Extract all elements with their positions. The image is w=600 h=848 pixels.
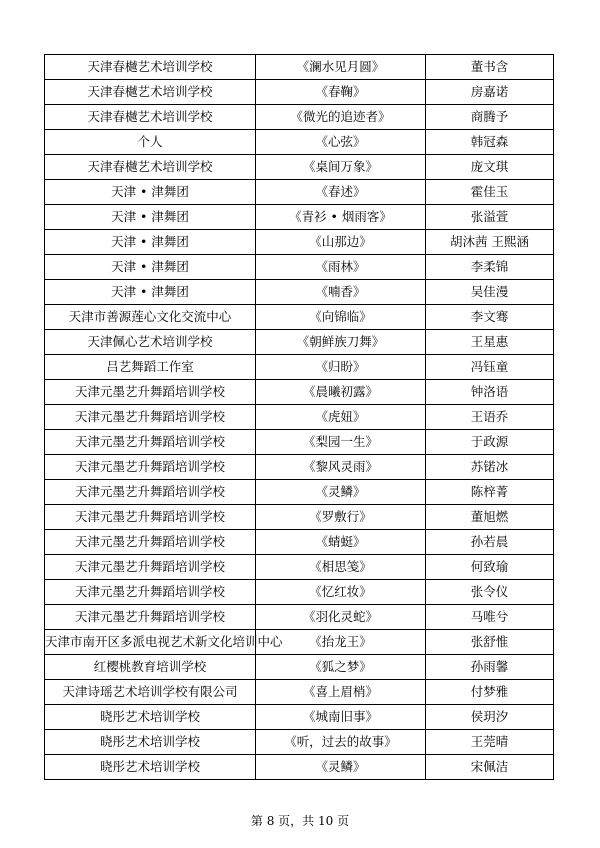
- table-row: [45, 630, 554, 655]
- table-row: [45, 105, 554, 130]
- organization-cell: 天津元墨艺升舞蹈培训学校: [45, 430, 256, 455]
- performer-name-cell: 霍佳玉: [426, 180, 554, 205]
- performer-name-cell: 王莞晴: [426, 730, 554, 755]
- performer-name-cell: 董旭燃: [426, 505, 554, 530]
- work-title-cell: 《羽化灵蛇》: [256, 605, 426, 630]
- performer-name-cell: 张溢萱: [426, 205, 554, 230]
- organization-cell: 天津元墨艺升舞蹈培训学校: [45, 605, 256, 630]
- work-title-cell: 《微光的追迹者》: [256, 105, 426, 130]
- work-title-cell: 《灵鳞》: [256, 480, 426, 505]
- table-row: [45, 430, 554, 455]
- performer-name-cell: 韩冠森: [426, 130, 554, 155]
- work-title-cell: 《澜水见月圆》: [256, 55, 426, 80]
- performer-name-cell: 钟洛语: [426, 380, 554, 405]
- performer-name-cell: 侯玥汐: [426, 705, 554, 730]
- performer-name-cell: 宋佩洁: [426, 755, 554, 780]
- work-title-cell: 《相思笺》: [256, 555, 426, 580]
- table-row: [45, 205, 554, 230]
- table-row: [45, 80, 554, 105]
- work-title-cell: 《青衫 • 烟雨客》: [256, 205, 426, 230]
- table-row: [45, 555, 554, 580]
- performer-name-cell: 王星惠: [426, 330, 554, 355]
- organization-cell: 晓彤艺术培训学校: [45, 755, 256, 780]
- organization-cell: 天津元墨艺升舞蹈培训学校: [45, 455, 256, 480]
- organization-cell: 天津市善源莲心文化交流中心: [45, 305, 256, 330]
- organization-cell: 天津 • 津舞团: [45, 255, 256, 280]
- organization-cell: 天津元墨艺升舞蹈培训学校: [45, 580, 256, 605]
- organization-cell: 吕艺舞蹈工作室: [45, 355, 256, 380]
- table-row: [45, 705, 554, 730]
- roster-table-body: [45, 55, 554, 780]
- organization-cell: 晓彤艺术培训学校: [45, 730, 256, 755]
- work-title-cell: 《狐之梦》: [256, 655, 426, 680]
- table-row: [45, 455, 554, 480]
- table-row: [45, 355, 554, 380]
- roster-table: [44, 54, 554, 780]
- performer-name-cell: 李文骞: [426, 305, 554, 330]
- table-row: [45, 605, 554, 630]
- work-title-cell: 《喜上眉梢》: [256, 680, 426, 705]
- work-title-cell: 《桌间万象》: [256, 155, 426, 180]
- work-title-cell: 《春鞠》: [256, 80, 426, 105]
- organization-cell: 红樱桃教育培训学校: [45, 655, 256, 680]
- organization-cell: 晓彤艺术培训学校: [45, 705, 256, 730]
- work-title-cell: 《听，过去的故事》: [256, 730, 426, 755]
- performer-name-cell: 张令仪: [426, 580, 554, 605]
- performer-name-cell: 胡沐茜 王熙涵: [426, 230, 554, 255]
- organization-cell: 天津元墨艺升舞蹈培训学校: [45, 405, 256, 430]
- table-row: [45, 130, 554, 155]
- table-row: [45, 680, 554, 705]
- organization-cell: 天津市南开区多派电视艺术新文化培训中心: [45, 630, 256, 655]
- organization-cell: 个人: [45, 130, 256, 155]
- organization-cell: 天津佩心艺术培训学校: [45, 330, 256, 355]
- work-title-cell: 《山那边》: [256, 230, 426, 255]
- page-number-footer: 第 8 页，共 10 页: [250, 814, 350, 828]
- table-row: [45, 405, 554, 430]
- organization-cell: 天津 • 津舞团: [45, 230, 256, 255]
- organization-cell: 天津元墨艺升舞蹈培训学校: [45, 555, 256, 580]
- work-title-cell: 《抬龙王》: [256, 630, 426, 655]
- work-title-cell: 《梨园一生》: [256, 430, 426, 455]
- organization-cell: 天津诗瑶艺术培训学校有限公司: [45, 680, 256, 705]
- work-title-cell: 《黎风灵雨》: [256, 455, 426, 480]
- work-title-cell: 《蜻蜓》: [256, 530, 426, 555]
- work-title-cell: 《喃香》: [256, 280, 426, 305]
- table-row: [45, 505, 554, 530]
- table-row: [45, 530, 554, 555]
- performer-name-cell: 李柔锦: [426, 255, 554, 280]
- work-title-cell: 《向锦临》: [256, 305, 426, 330]
- work-title-cell: 《虎妞》: [256, 405, 426, 430]
- performer-name-cell: 董书含: [426, 55, 554, 80]
- performer-name-cell: 冯钰童: [426, 355, 554, 380]
- performer-name-cell: 于政源: [426, 430, 554, 455]
- organization-cell: 天津春樾艺术培训学校: [45, 105, 256, 130]
- work-title-cell: 《灵鳞》: [256, 755, 426, 780]
- table-row: [45, 655, 554, 680]
- organization-cell: 天津元墨艺升舞蹈培训学校: [45, 480, 256, 505]
- work-title-cell: 《罗敷行》: [256, 505, 426, 530]
- performer-name-cell: 陈梓菁: [426, 480, 554, 505]
- performer-name-cell: 张舒惟: [426, 630, 554, 655]
- performer-name-cell: 孙若晨: [426, 530, 554, 555]
- table-row: [45, 330, 554, 355]
- performer-name-cell: 孙雨馨: [426, 655, 554, 680]
- organization-cell: 天津 • 津舞团: [45, 280, 256, 305]
- performer-name-cell: 马唯兮: [426, 605, 554, 630]
- organization-cell: 天津春樾艺术培训学校: [45, 55, 256, 80]
- organization-cell: 天津 • 津舞团: [45, 180, 256, 205]
- organization-cell: 天津 • 津舞团: [45, 205, 256, 230]
- table-row: [45, 580, 554, 605]
- work-title-cell: 《雨林》: [256, 255, 426, 280]
- table-row: [45, 755, 554, 780]
- organization-cell: 天津元墨艺升舞蹈培训学校: [45, 380, 256, 405]
- table-row: [45, 255, 554, 280]
- table-row: [45, 730, 554, 755]
- table-row: [45, 480, 554, 505]
- performer-name-cell: 吴佳漫: [426, 280, 554, 305]
- performer-name-cell: 庞文琪: [426, 155, 554, 180]
- performer-name-cell: 商腾予: [426, 105, 554, 130]
- performer-name-cell: 王语乔: [426, 405, 554, 430]
- performer-name-cell: 苏锘冰: [426, 455, 554, 480]
- organization-cell: 天津元墨艺升舞蹈培训学校: [45, 505, 256, 530]
- organization-cell: 天津春樾艺术培训学校: [45, 80, 256, 105]
- work-title-cell: 《春述》: [256, 180, 426, 205]
- organization-cell: 天津元墨艺升舞蹈培训学校: [45, 530, 256, 555]
- performer-name-cell: 何致瑜: [426, 555, 554, 580]
- table-row: [45, 380, 554, 405]
- table-row: [45, 305, 554, 330]
- table-row: [45, 230, 554, 255]
- table-row: [45, 280, 554, 305]
- performer-name-cell: 付梦雅: [426, 680, 554, 705]
- organization-cell: 天津春樾艺术培训学校: [45, 155, 256, 180]
- work-title-cell: 《晨曦初露》: [256, 380, 426, 405]
- work-title-cell: 《朝鲜族刀舞》: [256, 330, 426, 355]
- performer-name-cell: 房嘉诺: [426, 80, 554, 105]
- work-title-cell: 《忆红妆》: [256, 580, 426, 605]
- table-row: [45, 155, 554, 180]
- work-title-cell: 《心弦》: [256, 130, 426, 155]
- work-title-cell: 《城南旧事》: [256, 705, 426, 730]
- table-row: [45, 55, 554, 80]
- work-title-cell: 《归盼》: [256, 355, 426, 380]
- table-row: [45, 180, 554, 205]
